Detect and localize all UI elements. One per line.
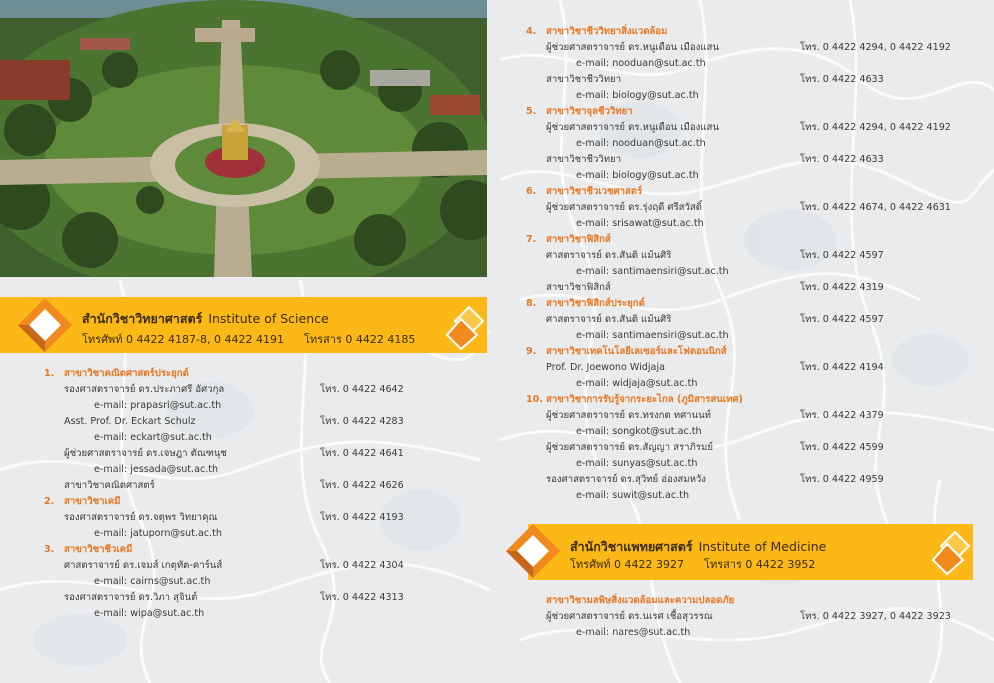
email-row [44,462,484,478]
contact-phone: โทร. 0 4422 4379 [800,410,884,421]
science-fax: โทรสาร 0 4422 4185 [303,333,416,346]
medicine-banner [528,524,973,580]
email-row [44,430,484,446]
department-heading [526,104,986,120]
department-name: สาขาวิชาฟิสิกส์ [546,234,611,245]
department-number: 7. [526,234,537,245]
contact-row [526,120,986,136]
contact-name: สาขาวิชาชีววิทยา [546,74,622,85]
science-contact [82,330,415,348]
contact-row [526,312,986,328]
contact-phone: โทร. 0 4422 3927, 0 4422 3923 [800,611,951,622]
medicine-title [570,537,826,557]
email-row [526,56,986,72]
department-name: สาขาวิชาเทคโนโลยีเลเซอร์และโฟตอนนิกส์ [546,346,727,357]
contact-name: สาขาวิชาคณิตศาสตร์ [64,480,155,491]
contact-email[interactable]: e-mail: santimaensiri@sut.ac.th [576,330,729,341]
science-phone: โทรศัพท์ 0 4422 4187-8, 0 4422 4191 [82,333,284,346]
contact-email[interactable]: e-mail: cairns@sut.ac.th [94,576,211,587]
science-logo-left-icon [16,296,74,354]
email-row [526,264,986,280]
department-heading [44,542,484,558]
contact-row [526,408,986,424]
contact-phone: โทร. 0 4422 4959 [800,474,884,485]
contact-email[interactable]: e-mail: santimaensiri@sut.ac.th [576,266,729,277]
contact-email[interactable]: e-mail: nares@sut.ac.th [576,627,691,638]
department-number: 6. [526,186,537,197]
contact-phone: โทร. 0 4422 4313 [320,592,404,603]
email-row [44,398,484,414]
contact-row [44,510,484,526]
contact-name: ผู้ช่วยศาสตราจารย์ ดร.นเรศ เชื้อสุวรรณ [546,611,713,622]
contact-name: ผู้ช่วยศาสตราจารย์ ดร.รุ่งฤดี ศรีสวัสดิ์ [546,202,703,213]
contact-row [526,40,986,56]
email-row [44,606,484,622]
contact-name: Asst. Prof. Dr. Eckart Schulz [64,416,196,427]
contact-phone: โทร. 0 4422 4194 [800,362,884,373]
department-name: สาขาวิชาเคมี [64,496,121,507]
contact-email[interactable]: e-mail: srisawat@sut.ac.th [576,218,704,229]
department-heading [526,296,986,312]
contact-email[interactable]: e-mail: songkot@sut.ac.th [576,426,702,437]
department-number: 1. [44,368,55,379]
department-number: 9. [526,346,537,357]
contact-name: รองศาสตราจารย์ ดร.ประภาศรี อัศวกุล [64,384,225,395]
contact-phone: โทร. 0 4422 4633 [800,154,884,165]
department-heading [526,593,986,609]
contact-row [526,200,986,216]
science-departments-right [526,24,986,504]
department-name: สาขาวิชาชีวเคมี [64,544,133,555]
department-heading [526,184,986,200]
email-row [526,216,986,232]
contact-email[interactable]: e-mail: widjaja@sut.ac.th [576,378,698,389]
contact-row [526,609,986,625]
contact-phone: โทร. 0 4422 4641 [320,448,404,459]
department-name: สาขาวิชาชีววิทยาสิ่งแวดล้อม [546,26,668,37]
email-row [526,424,986,440]
email-row [44,574,484,590]
contact-email[interactable]: e-mail: biology@sut.ac.th [576,170,699,181]
contact-phone: โทร. 0 4422 4597 [800,314,884,325]
contact-phone: โทร. 0 4422 4304 [320,560,404,571]
contact-phone: โทร. 0 4422 4674, 0 4422 4631 [800,202,951,213]
department-number: 4. [526,26,537,37]
contact-row [44,414,484,430]
contact-row [44,558,484,574]
contact-phone: โทร. 0 4422 4319 [800,282,884,293]
department-heading [44,494,484,510]
department-name: สาขาวิชาจุลชีววิทยา [546,106,633,117]
contact-email[interactable]: e-mail: biology@sut.ac.th [576,90,699,101]
contact-email[interactable]: e-mail: eckart@sut.ac.th [94,432,212,443]
email-row [526,456,986,472]
department-heading [526,392,986,408]
department-number: 3. [44,544,55,555]
contact-email[interactable]: e-mail: nooduan@sut.ac.th [576,138,706,149]
department-name: สาขาวิชามลพิษสิ่งแวดล้อมและความปลอดภัย [546,595,735,606]
email-row [526,376,986,392]
medicine-logo-right-icon [931,530,971,576]
email-row [526,625,986,641]
contact-row [526,248,986,264]
contact-email[interactable]: e-mail: nooduan@sut.ac.th [576,58,706,69]
science-departments-left [44,366,484,622]
science-title-th: สำนักวิชาวิทยาศาสตร์ [82,311,203,326]
department-heading [526,24,986,40]
contact-name: ศาสตราจารย์ ดร.สันติ แม้นศิริ [546,314,672,325]
contact-name: รองศาสตราจารย์ ดร.วิภา สุจินต์ [64,592,198,603]
medicine-departments [526,593,986,641]
medicine-fax: โทรสาร 0 4422 3952 [704,558,816,571]
medicine-title-th: สำนักวิชาแพทยศาสตร์ [570,539,693,554]
department-name: สาขาวิชาคณิตศาสตร์ประยุกต์ [64,368,189,379]
contact-row [526,472,986,488]
department-name: สาขาวิชาชีวเวชศาสตร์ [546,186,643,197]
contact-row [44,590,484,606]
email-row [526,168,986,184]
contact-name: ผู้ช่วยศาสตราจารย์ ดร.ทรงกต ทศานนท์ [546,410,712,421]
contact-row [44,478,484,494]
contact-phone: โทร. 0 4422 4193 [320,512,404,523]
science-logo-right-icon [445,305,485,351]
contact-name: ผู้ช่วยศาสตราจารย์ ดร.หนูเดือน เมืองแสน [546,42,719,53]
contact-name: ผู้ช่วยศาสตราจารย์ ดร.สัญญา สราภิรมย์ [546,442,713,453]
department-name: สาขาวิชาการรับรู้จากระยะไกล (ภูมิสารสนเทศ) [546,394,743,405]
department-heading [526,344,986,360]
contact-phone: โทร. 0 4422 4283 [320,416,404,427]
contact-row [526,360,986,376]
contact-row [44,446,484,462]
department-number: 2. [44,496,55,507]
department-heading [526,232,986,248]
contact-row [526,72,986,88]
email-row [44,526,484,542]
contact-phone: โทร. 0 4422 4633 [800,74,884,85]
contact-name: สาขาวิชาฟิสิกส์ [546,282,611,293]
contact-name: ผู้ช่วยศาสตราจารย์ ดร.เจษฎา ตัณฑนุช [64,448,227,459]
medicine-phone: โทรศัพท์ 0 4422 3927 [570,558,685,571]
contact-name: รองศาสตราจารย์ ดร.จตุพร วิทยาคุณ [64,512,218,523]
medicine-title-en: Institute of Medicine [698,539,827,554]
contact-phone: โทร. 0 4422 4626 [320,480,404,491]
contact-email[interactable]: e-mail: jatuporn@sut.ac.th [94,528,222,539]
contact-name: ผู้ช่วยศาสตราจารย์ ดร.หนูเดือน เมืองแสน [546,122,719,133]
contact-phone: โทร. 0 4422 4599 [800,442,884,453]
science-title-en: Institute of Science [208,311,329,326]
department-number: 5. [526,106,537,117]
contact-email[interactable]: e-mail: suwit@sut.ac.th [576,490,690,501]
department-number: 8. [526,298,537,309]
contact-row [44,382,484,398]
contact-row [526,152,986,168]
contact-phone: โทร. 0 4422 4294, 0 4422 4192 [800,122,951,133]
contact-row [526,440,986,456]
contact-name: Prof. Dr. Joewono Widjaja [546,362,665,373]
email-row [526,88,986,104]
contact-email[interactable]: e-mail: jessada@sut.ac.th [94,464,219,475]
campus-aerial-photo [0,0,487,277]
department-heading [44,366,484,382]
department-name: สาขาวิชาฟิสิกส์ประยุกต์ [546,298,645,309]
medicine-logo-left-icon [504,522,562,580]
contact-row [526,280,986,296]
department-number: 10. [526,394,543,405]
contact-email[interactable]: e-mail: sunyas@sut.ac.th [576,458,698,469]
contact-phone: โทร. 0 4422 4294, 0 4422 4192 [800,42,951,53]
science-title [82,309,329,329]
contact-name: ศาสตราจารย์ ดร.สันติ แม้นศิริ [546,250,672,261]
medicine-contact [570,555,815,573]
contact-name: ศาสตราจารย์ ดร.เจมส์ เกตุทัต-คาร์นส์ [64,560,223,571]
contact-name: รองศาสตราจารย์ ดร.สุวิทย์ อ่องสมหวัง [546,474,706,485]
email-row [526,488,986,504]
email-row [526,328,986,344]
email-row [526,136,986,152]
contact-name: สาขาวิชาชีววิทยา [546,154,622,165]
contact-email[interactable]: e-mail: prapasri@sut.ac.th [94,400,222,411]
contact-email[interactable]: e-mail: wipa@sut.ac.th [94,608,205,619]
contact-phone: โทร. 0 4422 4597 [800,250,884,261]
contact-phone: โทร. 0 4422 4642 [320,384,404,395]
